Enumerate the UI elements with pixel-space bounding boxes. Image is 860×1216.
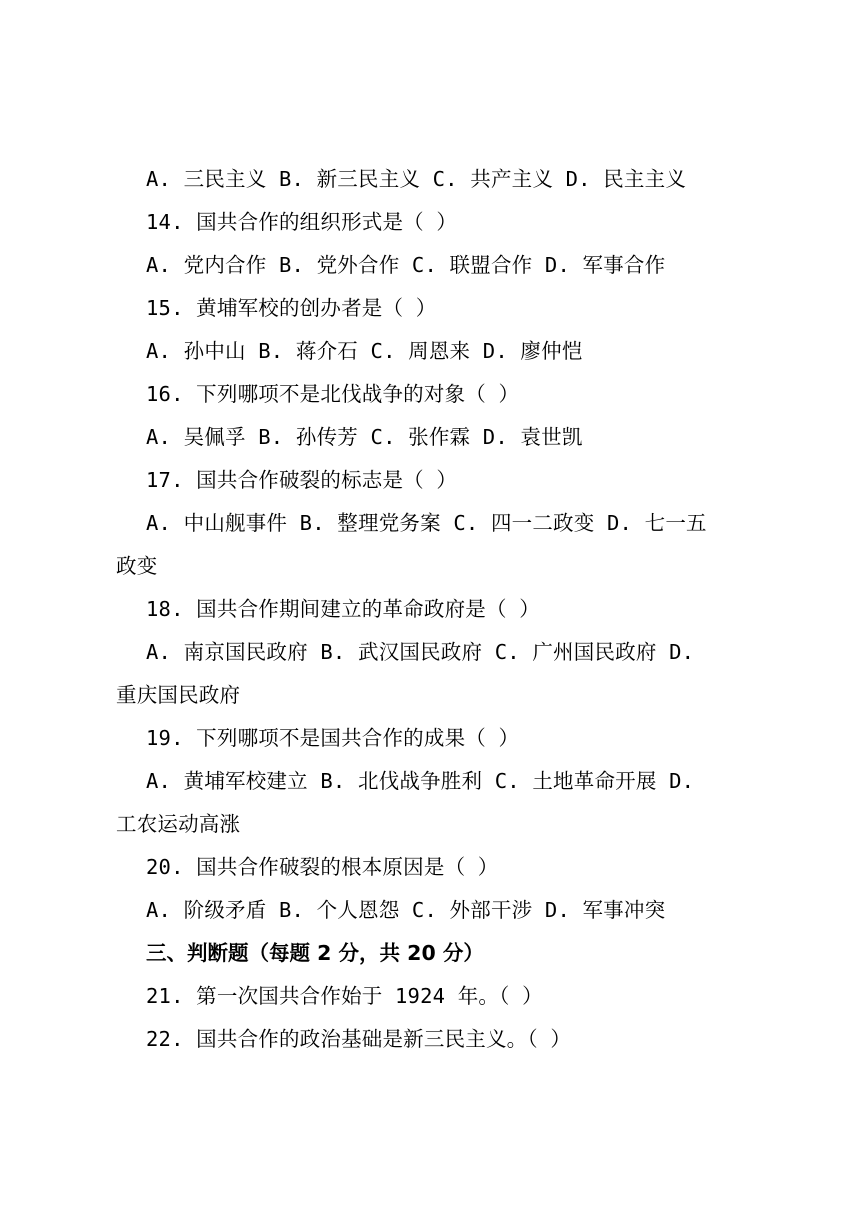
text-line: 21. 第一次国共合作始于 1924 年。（ ） [146,984,543,1008]
text-line: 政变 [116,554,158,578]
text-line: 工农运动高涨 [116,812,241,836]
text-line: A. 党内合作 B. 党外合作 C. 联盟合作 D. 军事合作 [146,253,666,277]
text-line: 20. 国共合作破裂的根本原因是（ ） [146,855,499,879]
text-line: 22. 国共合作的政治基础是新三民主义。（ ） [146,1027,572,1051]
text-line: A. 三民主义 B. 新三民主义 C. 共产主义 D. 民主主义 [146,167,687,191]
text-line: 14. 国共合作的组织形式是（ ） [146,210,458,234]
text-line: A. 中山舰事件 B. 整理党务案 C. 四一二政变 D. 七一五 [146,511,707,535]
text-line: 19. 下列哪项不是国共合作的成果（ ） [146,726,520,750]
text-line: 18. 国共合作期间建立的革命政府是（ ） [146,597,540,621]
text-line: 15. 黄埔军校的创办者是（ ） [146,296,437,320]
section-heading: 三、判断题（每题 2 分，共 20 分） [146,941,484,965]
document-body [116,158,740,1061]
question-list [116,158,740,932]
text-line: A. 阶级矛盾 B. 个人恩怨 C. 外部干涉 D. 军事冲突 [146,898,666,922]
text-line: 重庆国民政府 [116,683,241,707]
text-line: A. 黄埔军校建立 B. 北伐战争胜利 C. 土地革命开展 D. [146,769,695,793]
judgment-question-list [116,975,740,1061]
text-line: A. 孙中山 B. 蒋介石 C. 周恩来 D. 廖仲恺 [146,339,583,363]
text-line: A. 南京国民政府 B. 武汉国民政府 C. 广州国民政府 D. [146,640,695,664]
text-line: A. 吴佩孚 B. 孙传芳 C. 张作霖 D. 袁世凯 [146,425,583,449]
text-line: 16. 下列哪项不是北伐战争的对象（ ） [146,382,520,406]
text-line: 17. 国共合作破裂的标志是（ ） [146,468,458,492]
